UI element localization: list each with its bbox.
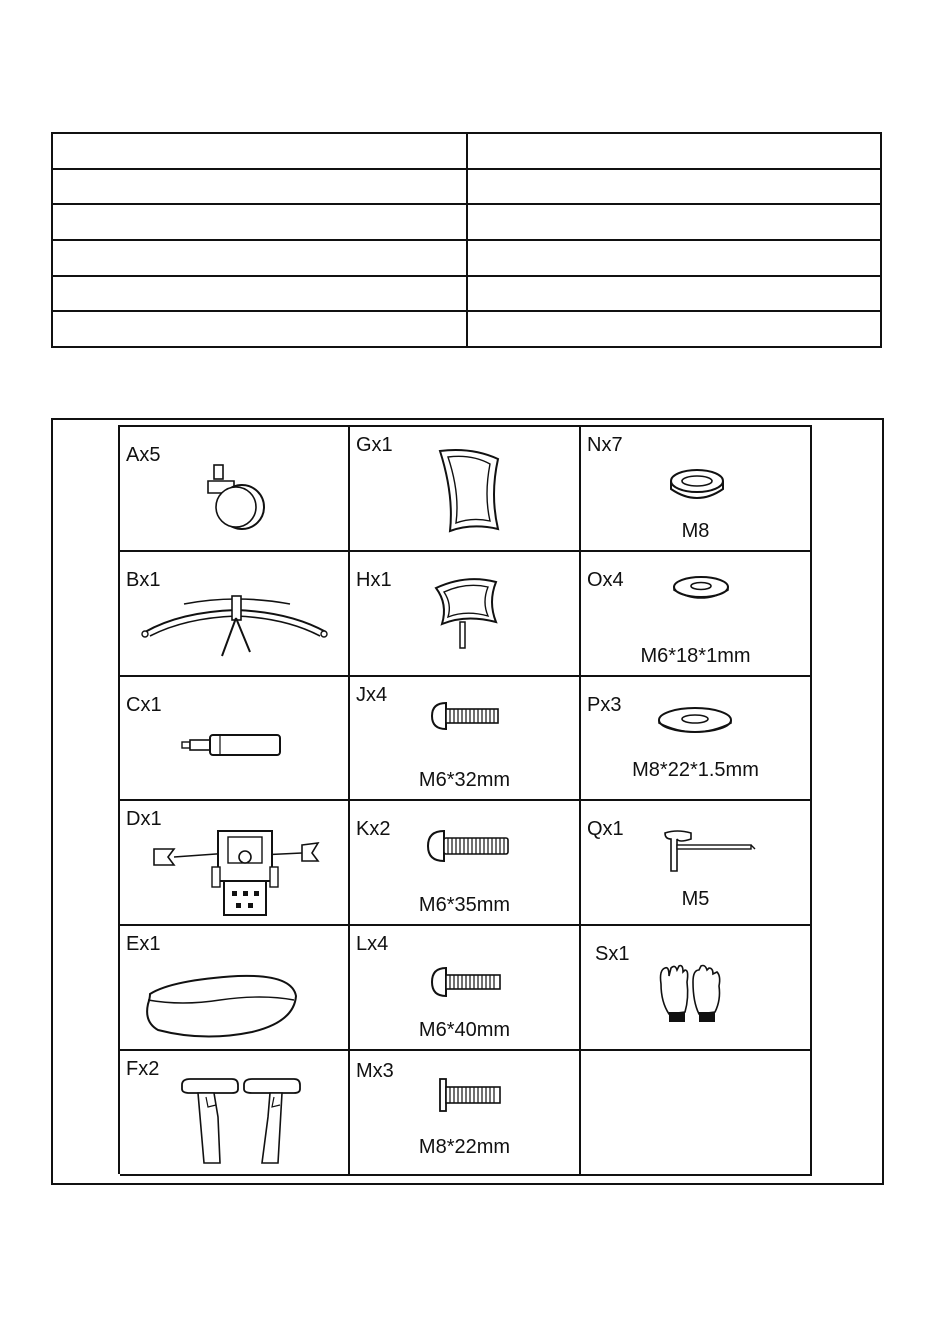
part-cell-b	[120, 552, 350, 677]
table-row	[52, 311, 881, 347]
part-code: Ax5	[126, 444, 161, 466]
part-spec: M8	[681, 519, 710, 542]
part-cell-l	[350, 926, 581, 1051]
part-code: Px3	[587, 693, 622, 716]
tilt-mechanism-icon	[120, 801, 348, 924]
part-code: Kx2	[356, 818, 391, 841]
part-cell-empty	[581, 1051, 812, 1176]
part-code: Cx1	[126, 693, 162, 716]
headrest-icon	[350, 552, 579, 675]
table-cell	[52, 276, 467, 312]
part-code: Fx2	[126, 1057, 160, 1080]
part-code: Dx1	[126, 808, 162, 831]
part-cell-e	[120, 926, 350, 1051]
part-cell-f	[120, 1051, 350, 1176]
part-spec: M8*22*1.5mm	[632, 759, 759, 782]
part-cell-p	[581, 677, 812, 802]
part-cell-h	[350, 552, 581, 677]
part-cell-m	[350, 1051, 581, 1176]
part-cell-j	[350, 677, 581, 802]
part-code: Gx1	[356, 434, 393, 456]
part-spec: M6*40mm	[418, 1018, 511, 1041]
table-cell	[467, 276, 882, 312]
part-cell-s	[581, 926, 812, 1051]
gas-cylinder-icon	[120, 677, 348, 800]
spec-table	[51, 132, 882, 348]
table-cell	[52, 133, 467, 169]
table-cell	[467, 204, 882, 240]
part-cell-d	[120, 801, 350, 926]
part-spec: M8*22mm	[418, 1135, 511, 1158]
part-spec: M5	[681, 888, 710, 911]
table-cell	[467, 240, 882, 276]
gloves-icon	[581, 926, 810, 1049]
part-code: Bx1	[126, 568, 161, 591]
part-code: Jx4	[356, 683, 388, 706]
parts-grid	[118, 425, 812, 1174]
backrest-icon	[350, 427, 579, 550]
table-row	[52, 169, 881, 205]
part-cell-g	[350, 427, 581, 552]
seat-cushion-icon	[120, 926, 348, 1049]
part-cell-n	[581, 427, 812, 552]
five-star-base-icon	[120, 552, 348, 675]
part-spec: M6*18*1mm	[640, 644, 751, 667]
part-cell-q	[581, 801, 812, 926]
part-code: Sx1	[595, 943, 630, 966]
table-row	[52, 204, 881, 240]
table-cell	[52, 204, 467, 240]
part-code: Hx1	[356, 568, 392, 591]
table-cell	[52, 169, 467, 205]
table-cell	[52, 240, 467, 276]
part-cell-c	[120, 677, 350, 802]
part-cell-o	[581, 552, 812, 677]
part-code: Ox4	[587, 568, 624, 591]
part-cell-k	[350, 801, 581, 926]
part-spec: M6*32mm	[418, 769, 511, 792]
table-cell	[52, 311, 467, 347]
table-row	[52, 133, 881, 169]
table-cell	[467, 133, 882, 169]
part-cell-a	[120, 427, 350, 552]
part-code: Mx3	[356, 1059, 394, 1082]
part-code: Ex1	[126, 933, 161, 956]
table-row	[52, 240, 881, 276]
part-spec: M6*35mm	[418, 894, 511, 917]
table-row	[52, 276, 881, 312]
part-code: Lx4	[356, 933, 389, 956]
part-code: Nx7	[587, 434, 623, 456]
caster-wheel-icon	[120, 427, 348, 550]
armrest-icon	[120, 1051, 348, 1174]
table-cell	[467, 311, 882, 347]
table-cell	[467, 169, 882, 205]
part-code: Qx1	[587, 818, 624, 841]
